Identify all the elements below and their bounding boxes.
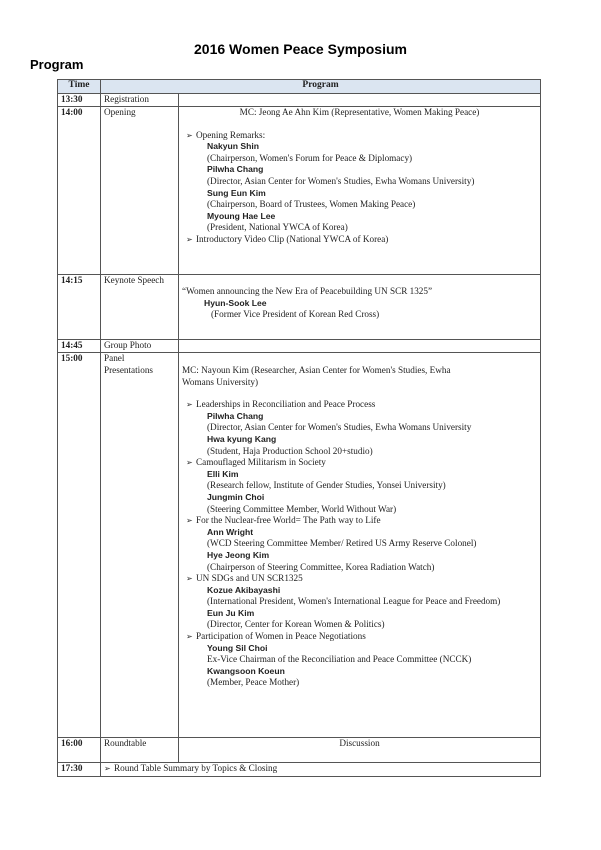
panel-mc: MC: Nayoun Kim (Researcher, Asian Center for Women's Studies, Ewha xyxy=(182,365,451,375)
opening-mc: MC: Jeong Ae Ahn Kim (Representative, Women Making Peace) xyxy=(239,107,480,117)
time-cell: 16:00 xyxy=(58,738,101,763)
panel-speaker: Pilwha Chang (Director, Asian Center for Women's Studies, Ewha Womans University xyxy=(207,410,472,433)
table-row xyxy=(58,94,541,107)
arrow-bullet-icon: ➢ xyxy=(186,400,193,410)
opening-speaker: Pilwha Chang (Director, Asian Center for Women's Studies, Ewha Womans University) xyxy=(207,164,475,186)
table-header-row xyxy=(58,80,541,94)
panel-speaker: Ann Wright (WCD Steering Committee Member/ Retired US Army Reserve Colonel) xyxy=(207,526,477,549)
session-cell: Roundtable xyxy=(101,738,179,763)
panel-speaker: Hwa kyung Kang (Student, Haja Production School 20+studio) xyxy=(207,433,373,456)
keynote-speaker: Hyun-Sook Lee xyxy=(204,297,267,308)
opening-speaker: Myoung Hae Lee (President, National YWCA of Korea) xyxy=(207,210,348,233)
keynote-affiliation: (Former Vice President of Korean Red Cross) xyxy=(211,309,380,320)
session-cell xyxy=(101,353,179,738)
arrow-bullet-icon: ➢ xyxy=(186,458,193,468)
session-cell: Group Photo xyxy=(101,340,179,353)
arrow-bullet-icon: ➢ xyxy=(186,574,193,584)
session-cell: Keynote Speech xyxy=(101,275,179,340)
closing-text: Round Table Summary by Topics & Closing xyxy=(114,763,278,773)
panel-speaker: Kozue Akibayashi (International President, Women's International League for Peace and Freedom) xyxy=(207,584,501,607)
arrow-bullet-icon: ➢ xyxy=(186,516,193,526)
program-table xyxy=(57,79,541,777)
table-row xyxy=(58,107,541,275)
header-time: Time xyxy=(58,80,101,94)
arrow-bullet-icon: ➢ xyxy=(104,764,111,773)
time-cell: 14:15 xyxy=(58,275,101,340)
panel-topic: ➢ Camouflaged Militarism in Society xyxy=(186,457,326,468)
arrow-bullet-icon: ➢ xyxy=(186,234,193,244)
panel-speaker: Young Sil Choi Ex-Vice Chairman of the Reconciliation and Peace Committee (NCCK) xyxy=(207,642,472,665)
panel-speaker: Eun Ju Kim (Director, Center for Korean Women & Politics) xyxy=(207,607,385,630)
table-row xyxy=(58,738,541,763)
panel-topic: ➢ UN SDGs and UN SCR1325 xyxy=(186,573,303,584)
keynote-talk-title: “Women announcing the New Era of Peacebuilding UN SCR 1325” xyxy=(182,286,433,296)
arrow-bullet-icon: ➢ xyxy=(186,130,193,140)
time-cell: 14:00 xyxy=(58,107,101,275)
section-label: Program xyxy=(30,57,84,72)
program-cell xyxy=(179,107,541,275)
panel-topic: ➢ Leaderships in Reconciliation and Peace Process xyxy=(186,399,376,410)
opening-speaker: Sung Eun Kim (Chairperson, Board of Trustees, Women Making Peace) xyxy=(207,187,416,210)
arrow-bullet-icon: ➢ xyxy=(186,632,193,642)
program-cell xyxy=(101,763,541,777)
session-cell: Opening xyxy=(101,107,179,275)
session-cell: Registration xyxy=(101,94,179,107)
panel-topic: ➢ For the Nuclear-free World= The Path way to Life xyxy=(186,515,381,526)
table-row xyxy=(58,340,541,353)
panel-speaker: Kwangsoon Koeun (Member, Peace Mother) xyxy=(207,665,300,688)
table-row xyxy=(58,353,541,738)
time-cell: 14:45 xyxy=(58,340,101,353)
panel-speaker: Elli Kim (Research fellow, Institute of Gender Studies, Yonsei University) xyxy=(207,468,446,491)
panel-speaker: Jungmin Choi (Steering Committee Member, World Without War) xyxy=(207,491,397,514)
program-cell xyxy=(179,275,541,340)
time-cell: 17:30 xyxy=(58,763,101,777)
header-program: Program xyxy=(101,80,541,94)
document-title: 2016 Women Peace Symposium xyxy=(194,41,407,57)
time-cell: 13:30 xyxy=(58,94,101,107)
time-cell: 15:00 xyxy=(58,353,101,738)
table-row xyxy=(58,275,541,340)
table-row xyxy=(58,763,541,777)
program-cell xyxy=(179,353,541,738)
session-label-line: Presentations xyxy=(104,364,153,375)
session-label-line: Panel xyxy=(104,353,125,363)
panel-topic: ➢ Participation of Women in Peace Negotiations xyxy=(186,631,366,642)
opening-speaker: Nakyun Shin (Chairperson, Women's Forum for Peace & Diplomacy) xyxy=(207,141,413,163)
panel-speaker: Hye Jeong Kim (Chairperson of Steering Committee, Korea Radiation Watch) xyxy=(207,549,435,572)
program-cell: Discussion xyxy=(179,738,541,763)
program-cell xyxy=(179,340,541,353)
opening-video-item: ➢ Introductory Video Clip (National YWCA of Korea) xyxy=(186,233,389,244)
opening-remarks-item: ➢ Opening Remarks: xyxy=(186,129,266,140)
panel-mc-continued: Womans University) xyxy=(182,376,259,387)
program-cell xyxy=(179,94,541,107)
